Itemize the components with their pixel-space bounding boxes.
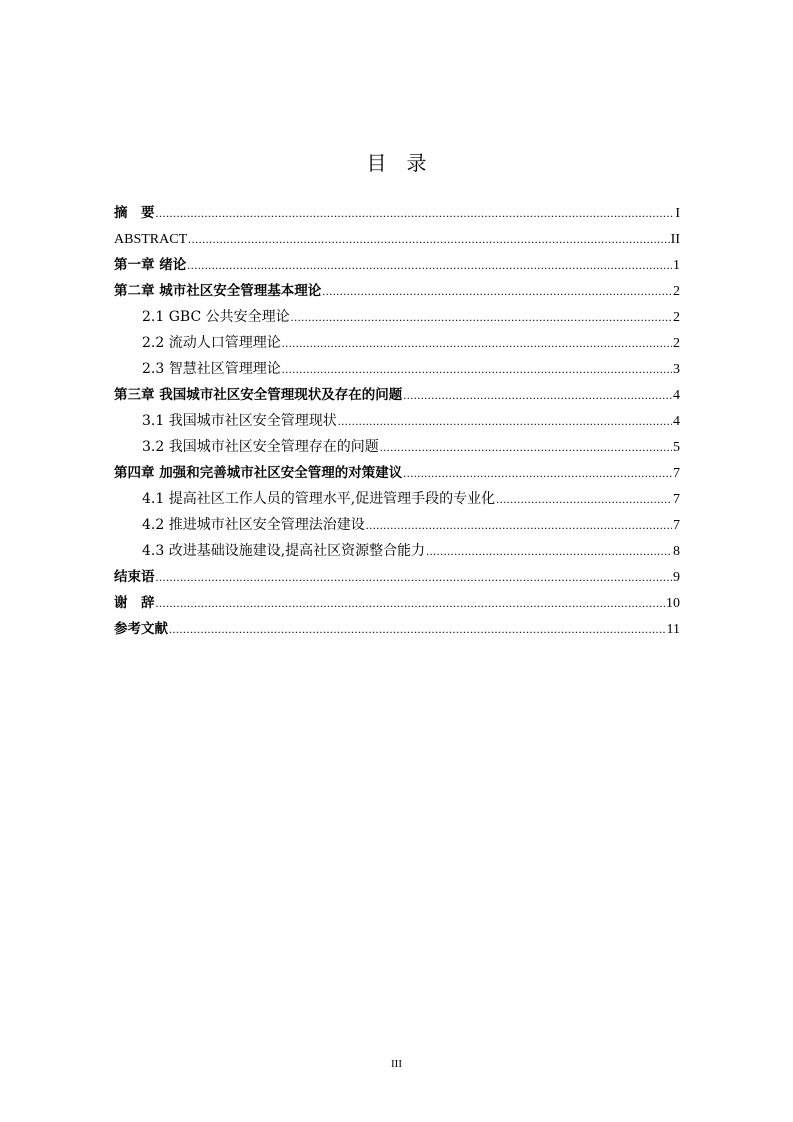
toc-leader-dots — [403, 460, 672, 486]
toc-entry-page: 2 — [673, 336, 680, 351]
toc-leader-dots — [322, 278, 672, 304]
toc-entry-section-2-3[interactable] — [114, 356, 680, 382]
toc-entry-label: 2.1 GBC 公共安全理论 — [142, 309, 290, 325]
toc-leader-dots — [156, 564, 673, 590]
toc-entry-label: 谢 辞 — [114, 595, 155, 611]
toc-entry-label: 第二章 城市社区安全管理基本理论 — [114, 283, 322, 299]
toc-leader-dots — [282, 330, 672, 356]
toc-entry-section-2-1[interactable] — [114, 304, 680, 330]
table-of-contents — [114, 200, 680, 642]
toc-entry-chapter-3[interactable] — [114, 382, 680, 408]
toc-entry-label: 4.3 改进基础设施建设,提高社区资源整合能力 — [142, 543, 426, 559]
page-number: III — [391, 1058, 402, 1070]
toc-entry-references[interactable] — [114, 616, 680, 642]
toc-entry-page: II — [670, 232, 680, 247]
toc-entry-chapter-2[interactable] — [114, 278, 680, 304]
toc-entry-page: 7 — [673, 466, 680, 481]
toc-entry-page: I — [675, 206, 680, 221]
toc-entry-page: 2 — [673, 310, 680, 325]
toc-entry-label: 3.1 我国城市社区安全管理现状 — [142, 413, 337, 429]
toc-entry-page: 10 — [666, 596, 680, 611]
toc-entry-section-3-2[interactable] — [114, 434, 680, 460]
toc-entry-page: 2 — [673, 284, 680, 299]
toc-entry-label: 2.3 智慧社区管理理论 — [142, 361, 281, 377]
toc-entry-page: 7 — [673, 518, 680, 533]
toc-entry-page: 4 — [673, 388, 680, 403]
toc-entry-page: 7 — [673, 492, 680, 507]
toc-entry-label: 3.2 我国城市社区安全管理存在的问题 — [142, 439, 379, 455]
toc-entry-section-4-1[interactable] — [114, 486, 680, 512]
page-title: 目 录 — [366, 151, 427, 175]
toc-leader-dots — [403, 382, 672, 408]
toc-entry-section-4-3[interactable] — [114, 538, 680, 564]
toc-entry-page: 5 — [673, 440, 680, 455]
toc-entry-page: 3 — [673, 362, 680, 377]
toc-entry-section-4-2[interactable] — [114, 512, 680, 538]
toc-entry-page: 4 — [673, 414, 680, 429]
toc-entry-chapter-1[interactable] — [114, 252, 680, 278]
toc-leader-dots — [282, 356, 672, 382]
toc-entry-label: 第一章 绪论 — [114, 257, 187, 273]
toc-entry-label: 结束语 — [114, 569, 155, 585]
toc-entry-abstract-en[interactable] — [114, 226, 680, 252]
toc-leader-dots — [366, 512, 672, 538]
toc-entry-label: 第三章 我国城市社区安全管理现状及存在的问题 — [114, 387, 403, 403]
toc-entry-label: 参考文献 — [114, 621, 168, 637]
toc-entry-conclusion[interactable] — [114, 564, 680, 590]
toc-entry-page: 9 — [673, 570, 680, 585]
toc-leader-dots — [380, 434, 672, 460]
toc-entry-label: 摘 要 — [114, 205, 155, 221]
toc-entry-acknowledgements[interactable] — [114, 590, 680, 616]
toc-leader-dots — [291, 304, 672, 330]
toc-leader-dots — [169, 616, 666, 642]
toc-leader-dots — [187, 252, 672, 278]
toc-leader-dots — [156, 200, 675, 226]
toc-entry-section-2-2[interactable] — [114, 330, 680, 356]
toc-entry-abstract-cn[interactable] — [114, 200, 680, 226]
toc-entry-page: 11 — [666, 622, 680, 637]
toc-entry-section-3-1[interactable] — [114, 408, 680, 434]
toc-entry-chapter-4[interactable] — [114, 460, 680, 486]
toc-leader-dots — [156, 590, 666, 616]
toc-entry-label: 第四章 加强和完善城市社区安全管理的对策建议 — [114, 465, 403, 481]
toc-entry-page: 1 — [673, 258, 680, 273]
toc-leader-dots — [188, 226, 670, 252]
toc-entry-label: ABSTRACT — [114, 232, 188, 247]
toc-entry-page: 8 — [673, 544, 680, 559]
toc-entry-label: 4.1 提高社区工作人员的管理水平,促进管理手段的专业化 — [142, 491, 496, 507]
toc-leader-dots — [426, 538, 672, 564]
toc-entry-label: 2.2 流动人口管理理论 — [142, 335, 281, 351]
toc-entry-label: 4.2 推进城市社区安全管理法治建设 — [142, 517, 365, 533]
toc-leader-dots — [496, 486, 672, 512]
toc-leader-dots — [338, 408, 672, 434]
